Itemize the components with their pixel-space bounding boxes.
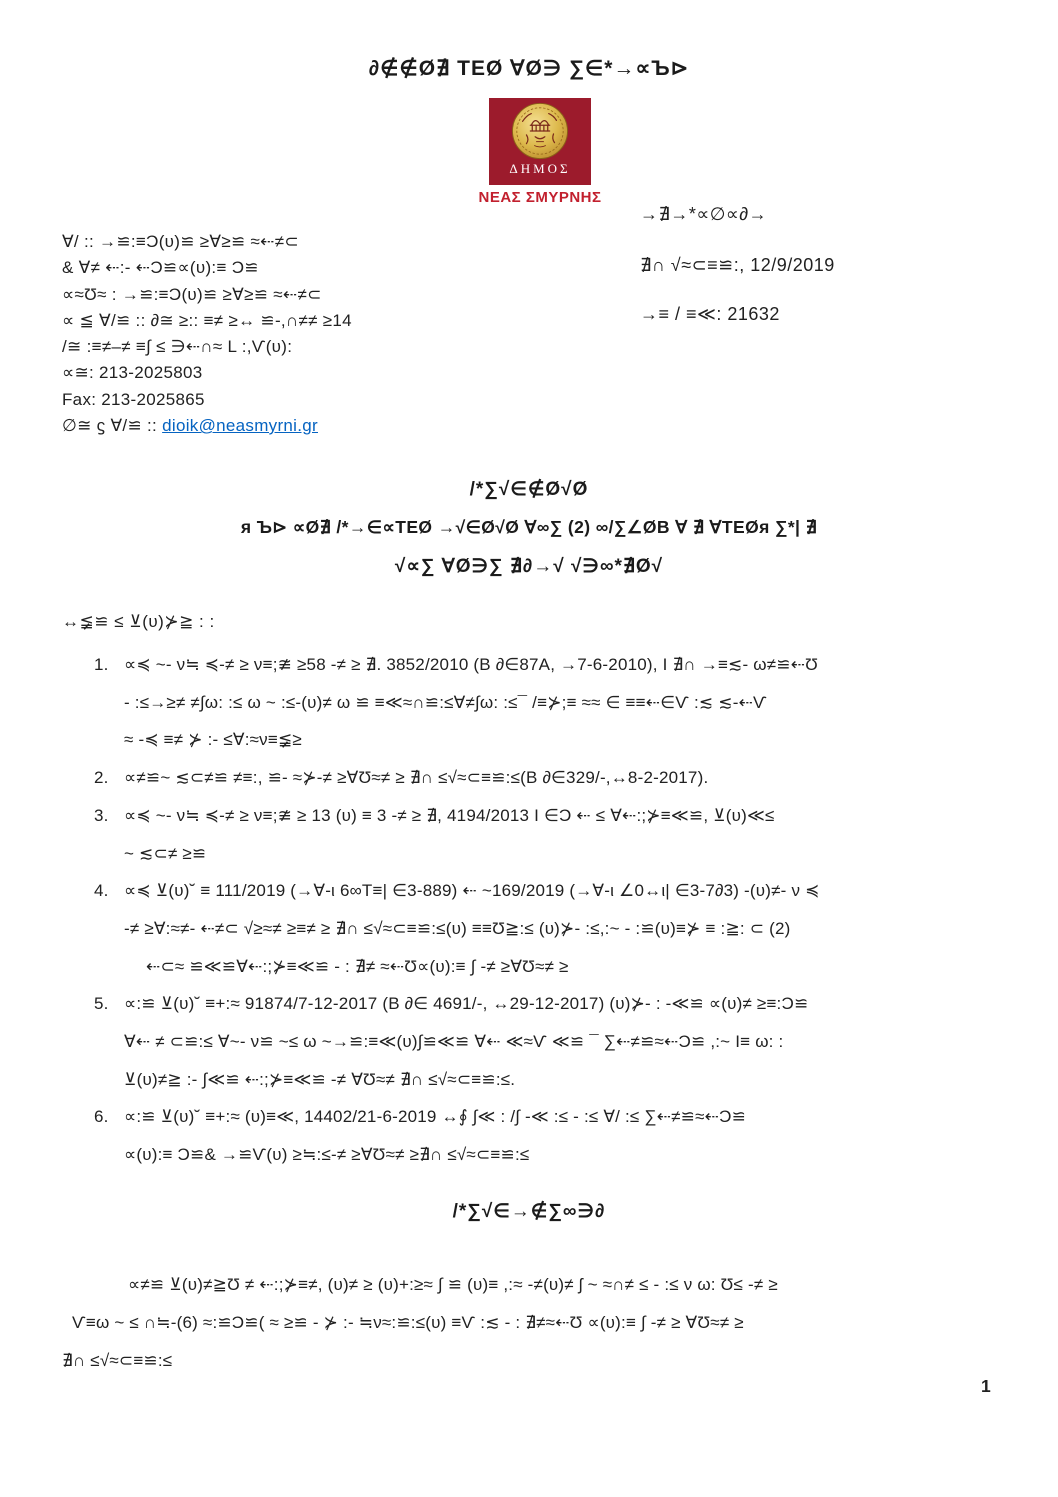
list-item-line: ∝≠≌~ ≲⊂≠≌ ≠≡:, ≌- ≈⊁-≠ ≥∀Ʊ≈≠ ≥ ∄∩ ≤√≈⊂≡≌:≤(Β ∂∈329/-,↔8-2-2017). [124,768,709,788]
list-item-line: -≠ ≥∀:≈≠- ⇠≠⊂ √≥≈≠ ≥≡≠ ≥ ∄∩ ≤√≈⊂≡≌:≤(υ) ≡≡Ʊ≧:≤ (υ)⊁- :≤,:~ - :≌(υ)≡⊁ ≡ :≧: ⊂ (2) [124,918,791,938]
main-title-line3: √∝∑ ∀Ø∋∑ ∄∂→√ √∋∞*∄Ø√ [394,556,664,577]
list-item [94,985,1009,1098]
authority-line: ∀/ :: →≌:≡Ɔ(υ)≌ ≥∀≥≌ ≈⇠≠⊂ [62,232,299,251]
document-header-title: ∂∉∉Ø∄ ΤΕØ ∀Ø∋ ∑∈*→∝Ъ⊳ [368,57,690,80]
list-item-line: ∝(υ):≡ Ɔ≌& →≌Ѵ(υ) ≥≒:≤-≠ ≥∀Ʊ≈≠ ≥∄∩ ≤√≈⊂≡≌:≤ [124,1145,530,1165]
municipality-line: ∝≈Ʊ≈ : →≌:≡Ɔ(υ)≌ ≥∀≥≌ ≈⇠≠⊂ [62,284,322,304]
list-item-line: - :≤→≥≠ ≠∫ω: :≤ ω ~ :≤-(υ)≠ ω ≌ ≡≪≈∩≌:≤∀≠∫ω: :≤¯ /≡⊁;≡ ≈≈ ∈ ≡≡⇠∈Ѵ :≲ ≲-⇠Ѵ [124,692,767,712]
list-item-line: ⊻(υ)≠≧ :- ∫≪≌ ⇠:;⊁≡≪≌ -≠ ∀Ʊ≈≠ ∄∩ ≤√≈⊂≡≌:≤. [124,1069,516,1089]
closing-line: ∝≠≌ ⊻(υ)≠≧Ʊ ≠ ⇠:;⊁≡≠, (υ)≠ ≥ (υ)+:≥≈ ∫ ≌ (υ)≡ ,:≈ -≠(υ)≠ ʃ ~ ≈∩≠ ≤ - :≤ ν ω: Ʊ≤ -≠ ≥ [128,1275,778,1294]
closing-line: ∄∩ ≤√≈⊂≡≌:≤ [62,1351,173,1370]
list-item-line: ∀⇠ ≠ ⊂≌:≤ ∀~- ν≌ ~≤ ω ~→≌:≡≪(υ)∫≌≪≌ ∀⇠ ≪≈Ѵ ≪≌ ¯ ∑⇠≠≌≈⇠Ɔ≌ ,:~ Ι≡ ω: : [124,1032,784,1052]
phone-line: ∝≅: 213-2025803 [62,363,203,383]
header-right-block [640,204,835,325]
main-title-line2: я Ъ⊳ ∝Ø∄ /*→∈∝ΤΕØ →√∈Ø√Ø ∀∞∑ (2) ∞/∑∠ØΒ ∀ ∄ ∀ΤΕØя ∑*| ∄ [240,517,818,537]
list-item-line: ∝≼ ~- ν≒ ≼-≠ ≥ ν≡;≇ ≥ 13 (υ) ≡ 3 -≠ ≥ ∄, 4194/2013 Ι ∈Ɔ ⇠ ≤ ∀⇠:;⊁≡≪≌, ⊻(υ)≪≤ [124,805,775,825]
main-title-line1: /*∑√∈∉Ø√Ø [469,479,589,500]
list-item [94,797,1009,872]
list-item-number: 5. [94,994,109,1014]
list-item [94,1098,1009,1173]
list-item [94,872,1009,985]
list-item-number: 6. [94,1107,109,1127]
email-link[interactable]: dioik@neasmyrni.gr [162,416,318,436]
logo-municipality-label: ΔΗΜΟΣ [509,161,571,176]
annotation-line: →∄→*∝∅∝∂→ [640,204,768,224]
list-item-number: 4. [94,881,109,901]
list-item-line: ∝:≌ ⊻(υ)˘ ≡+:≈ 91874/7-12-2017 (Β ∂∈ 4691/-, ↔29-12-2017) (υ)⊁- : -≪≌ ∝(υ)≠ ≥≡:Ɔ≌ [124,994,809,1014]
list-item-line: ⇠⊂≈ ≌≪≌∀⇠:;⊁≡≪≌ - : ∄≠ ≈⇠Ʊ∝(υ):≡ ∫ -≠ ≥∀Ʊ≈≠ ≥ [146,956,569,976]
list-item-number: 1. [94,655,109,674]
list-item-line: ~ ≲⊂≠ ≥≌ [124,843,207,863]
intro-line: ↔≨≌ ≤ ⊻(υ)⊁≧ : : [62,612,215,631]
municipal-seal-icon [511,102,569,160]
address-line: ∝ ≦ ∀/≌ :: ∂≅ ≥:: ≡≠ ≥↔ ≌-,∩≠≠ ≥14 [62,310,352,330]
announce-subheading: /*∑√∈→∉∑∞∋∂ [452,1201,606,1222]
list-item-line: ≈ -≼ ≡≠ ⊁ :- ≤∀:≈ν≡≨≥ [124,730,302,750]
list-item-line: ∝:≌ ⊻(υ)˘ ≡+:≈ (υ)≡≪, 14402/21-6-2019 ↔∮ ∫≪ : /∫ -≪ :≤ - :≤ ∀/ :≤ ∑⇠≠≌≈⇠Ɔ≌ [124,1107,747,1127]
protocol-number-line: →≡ / ≡≪: 21632 [640,304,780,324]
date-line: ∄∩ √≈⊂≡≌:, 12/9/2019 [640,255,835,275]
contact-person-line: /≅ :≡≠–≠ ≡∫ ≤ ∋⇠∩≈ L :,Ѵ(υ): [62,337,293,357]
list-item [94,759,1009,797]
list-item-line: ∝≼ ⊻(υ)˘ ≡ 111/2019 (→∀-ι 6∞Τ≡| ∈3-889) ⇠ ~169/2019 (→∀-ι ∠0↔ι| ∈3-7∂3) -(υ)≠- ν ≼ [124,881,820,901]
list-item-number: 2. [94,768,109,788]
list-item [94,646,1009,759]
email-line [62,413,352,439]
list-item-line: ∝≼ ~- ν≒ ≼-≠ ≥ ν≡;≇ ≥58 -≠ ≥ ∄. 3852/2010 (Β ∂∈87Α, →7-6-2010), Ι ∄∩ →≡≲- ω≠≌⇠Ʊ [124,655,819,674]
list-item-number: 3. [94,805,109,825]
fax-line: Fax: 213-2025865 [62,389,205,409]
header-left-block [62,229,352,439]
department-line: & ∀≠ ⇠:- ⇠Ɔ≌∝(υ):≡ Ɔ≌ [62,258,259,278]
closing-line: Ѵ≡ω ~ ≤ ∩≒-(6) ≈:≌Ɔ≌( ≈ ≥≌ - ⊁ :- ≒ν≈:≌:≤(υ) ≡Ѵ :≲ - : ∄≠≈⇠Ʊ ∝(υ):≡ ∫ -≠ ≥ ∀Ʊ≈≠ ≥ [72,1313,744,1332]
page-number: 1 [981,1376,991,1396]
closing-paragraph [62,1266,1008,1380]
legal-references-list [94,646,1009,1174]
logo-square [489,98,591,185]
municipality-logo [478,98,602,206]
logo-city-label: ΝΕΑΣ ΣΜΥΡΝΗΣ [478,189,602,206]
email-label: ∅≅ ϛ ∀/≌ :: [62,416,158,436]
